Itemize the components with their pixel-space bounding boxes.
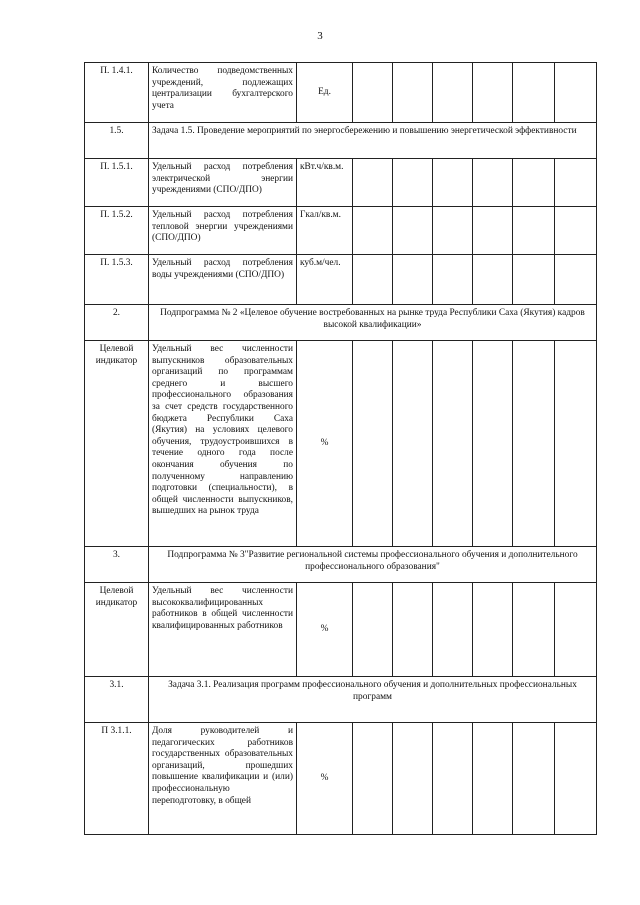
value-cell (393, 255, 433, 305)
table-row (85, 207, 597, 255)
value-cell (513, 207, 555, 255)
value-cell (513, 159, 555, 207)
value-cell (353, 63, 393, 123)
section-code: 2. (85, 305, 149, 341)
value-cell (353, 583, 393, 677)
row-code: П. 1.5.1. (85, 159, 149, 207)
row-name: Удельный вес численности выпускников образовательных организаций по программам среднего и высшего профессионального образования за счет средств государственного бюджета Республики Саха (Якутия) на условиях целевого обучения, трудоустроившихся в течение одного года после окончания обучения по полученному направлению подготовки (специальности), в общей численности выпускников, вышедших на рынок труда (149, 341, 297, 547)
value-cell (555, 583, 597, 677)
row-code: П. 1.4.1. (85, 63, 149, 123)
table-row (85, 341, 597, 547)
table-row (85, 723, 597, 835)
row-name: Удельный вес численности высококвалифицированных работников в общей численности квалифицированных работников (149, 583, 297, 677)
section-row (85, 305, 597, 341)
value-cell (513, 255, 555, 305)
value-cell (353, 159, 393, 207)
value-cell (393, 207, 433, 255)
value-cell (393, 341, 433, 547)
value-cell (555, 207, 597, 255)
value-cell (353, 207, 393, 255)
value-cell (433, 63, 473, 123)
value-cell (555, 63, 597, 123)
value-cell (555, 159, 597, 207)
value-cell (473, 723, 513, 835)
value-cell (433, 583, 473, 677)
row-unit: % (297, 341, 353, 547)
value-cell (393, 723, 433, 835)
section-title: Задача 1.5. Проведение мероприятий по энергосбережению и повышению энергетической эффективности (149, 123, 597, 159)
value-cell (393, 159, 433, 207)
section-code: 3. (85, 547, 149, 583)
section-row (85, 547, 597, 583)
value-cell (473, 341, 513, 547)
section-code: 3.1. (85, 677, 149, 723)
value-cell (393, 583, 433, 677)
table-row (85, 255, 597, 305)
value-cell (473, 255, 513, 305)
table-row (85, 159, 597, 207)
row-name: Доля руководителей и педагогических работников государственных образовательных организаций, прошедших повышение квалификации и (или) профессиональную переподготовку, в общей (149, 723, 297, 835)
section-row (85, 677, 597, 723)
value-cell (433, 207, 473, 255)
value-cell (433, 723, 473, 835)
row-name: Количество подведомственных учреждений, подлежащих централизации бухгалтерского учета (149, 63, 297, 123)
row-unit: Ед. (297, 63, 353, 123)
row-code: Целевой индикатор (85, 583, 149, 677)
value-cell (433, 341, 473, 547)
value-cell (473, 583, 513, 677)
row-name: Удельный расход потребления воды учреждениями (СПО/ДПО) (149, 255, 297, 305)
table-row (85, 63, 597, 123)
row-code: Целевой индикатор (85, 341, 149, 547)
row-unit: куб.м/чел. (297, 255, 353, 305)
value-cell (555, 341, 597, 547)
row-name: Удельный расход потребления тепловой энергии учреждениями (СПО/ДПО) (149, 207, 297, 255)
value-cell (433, 255, 473, 305)
value-cell (473, 207, 513, 255)
row-code: П. 1.5.2. (85, 207, 149, 255)
row-unit: Гкал/кв.м. (297, 207, 353, 255)
row-unit: % (297, 723, 353, 835)
section-title: Подпрограмма № 3"Развитие региональной системы профессионального обучения и дополнительного профессионального образования" (149, 547, 597, 583)
section-title: Подпрограмма № 2 «Целевое обучение востребованных на рынке труда Республики Саха (Якутия) кадров высокой квалификации» (149, 305, 597, 341)
value-cell (555, 255, 597, 305)
row-unit: кВт.ч/кв.м. (297, 159, 353, 207)
value-cell (353, 341, 393, 547)
value-cell (513, 583, 555, 677)
row-code: П 3.1.1. (85, 723, 149, 835)
value-cell (353, 255, 393, 305)
row-name: Удельный расход потребления электрической энергии учреждениями (СПО/ДПО) (149, 159, 297, 207)
section-row (85, 123, 597, 159)
indicators-table (84, 62, 597, 835)
row-unit: % (297, 583, 353, 677)
value-cell (473, 159, 513, 207)
value-cell (555, 723, 597, 835)
value-cell (353, 723, 393, 835)
table-row (85, 583, 597, 677)
row-code: П. 1.5.3. (85, 255, 149, 305)
value-cell (433, 159, 473, 207)
value-cell (393, 63, 433, 123)
value-cell (473, 63, 513, 123)
value-cell (513, 341, 555, 547)
value-cell (513, 723, 555, 835)
section-title: Задача 3.1. Реализация программ профессионального обучения и дополнительных профессиональных программ (149, 677, 597, 723)
section-code: 1.5. (85, 123, 149, 159)
value-cell (513, 63, 555, 123)
page-number: 3 (317, 30, 323, 42)
